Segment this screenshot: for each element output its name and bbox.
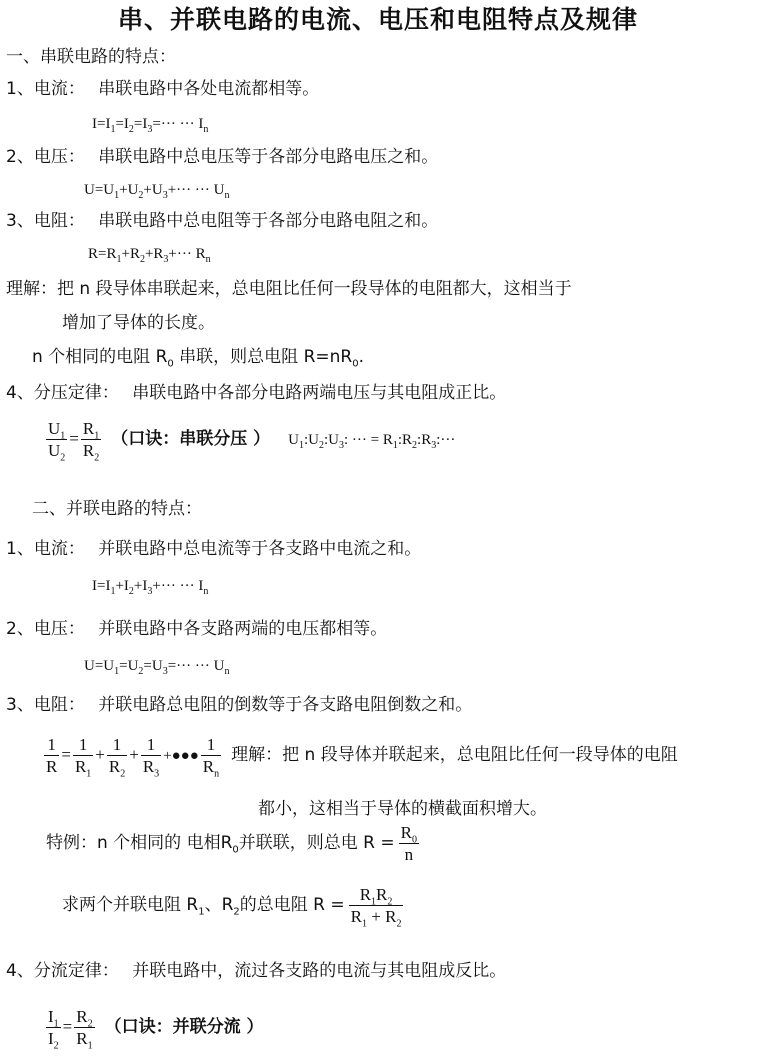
special-case-fraction: $\frac{R_0}{n}$ [400, 823, 417, 865]
parallel-understand-line2: 都小，这相当于导体的横截面积增大。 [258, 799, 547, 819]
page-title: 串、并联电路的电流、电压和电阻特点及规律 [118, 5, 639, 34]
parallel-understand-line1: 理解：把 n 段导体并联起来，总电阻比任何一段导体的电阻 [231, 745, 678, 766]
series-understand-line1: 理解：把 n 段导体串联起来，总电阻比任何一段导体的电阻都大，这相当于 [6, 279, 572, 299]
parallel-splitter-text: 并联电路中，流过各支路的电流与其电阻成反比。 [132, 961, 507, 981]
reciprocal-r2: $\frac{1}{R_2}$ [108, 735, 126, 780]
reciprocal-total: $\frac{1}{R}$ [46, 735, 58, 777]
series-current-text: 串联电路中各处电流都相等。 [98, 79, 320, 99]
current-ratio-fraction: $\frac{I_1}{I_2}$ [48, 1007, 59, 1052]
parallel-current-formula: $I=I_1+I_2+I_3+\cdot\cdot\cdot$ ··· $I_n$ [92, 578, 209, 597]
inverse-resistance-fraction: $\frac{R_2}{R_1}$ [76, 1007, 93, 1052]
reciprocal-r3: $\frac{1}{R_3}$ [142, 735, 160, 780]
parallel-current-text: 并联电路中总电流等于各支路中电流之和。 [98, 539, 422, 559]
series-divider-formula: $\frac{U_1}{U_2}$ = $\frac{R_1}{R_2}$ （口诀：串联分压 ） $U_1:U_2:U_3$: ··· = $R_1:R_2:R_3:\cdot\cdot\cdot$ [48, 419, 456, 464]
series-current-formula: $I=I_1=I_2=I_3=\cdot\cdot\cdot$ ··· $I_n$ [92, 116, 209, 135]
voltage-ratio-fraction: $\frac{U_1}{U_2}$ [48, 419, 66, 464]
series-ratio-chain: $U_1:U_2:U_3$: ··· = $R_1:R_2:R_3:\cdot\cdot\cdot$ [288, 431, 456, 451]
resistance-ratio-fraction: $\frac{R_1}{R_2}$ [82, 419, 100, 464]
series-n-same: n 个相同的电阻 $R_0$ 串联，则总电阻 $R=nR_0$. [32, 347, 365, 370]
series-mnemonic: （口诀：串联分压 ） [111, 429, 271, 450]
series-voltage-text: 串联电路中总电压等于各部分电路电压之和。 [98, 147, 439, 167]
series-heading: 一、串联电路的特点： [6, 47, 176, 67]
series-current-label: 1、电流： [6, 79, 85, 99]
reciprocal-r1: $\frac{1}{R_1}$ [74, 735, 92, 780]
series-divider-line [6, 384, 506, 403]
parallel-voltage-text: 并联电路中各支路两端的电压都相等。 [98, 619, 388, 639]
parallel-voltage-line [6, 620, 387, 639]
series-voltage-line [6, 148, 438, 167]
two-resistor-fraction: $\frac{R_1R_2}{R_1 + R_2}$ [350, 885, 402, 930]
parallel-resistance-formula: $\frac{1}{R}$ = $\frac{1}{R_1}$ + $\frac{1}{R_2}$ + $\frac{1}{R_3}$ +●●● $\frac{1}{R_n}$ 理解：把 n 段导体并联起来，总电阻比任何一段导体的电阻 [46, 735, 678, 780]
series-resistance-text: 串联电路中总电阻等于各部分电路电阻之和。 [98, 211, 439, 231]
series-voltage-label: 2、电压： [6, 147, 85, 167]
reciprocal-rn: $\frac{1}{R_n}$ [202, 735, 220, 780]
parallel-splitter-formula: $\frac{I_1}{I_2}$ = $\frac{R_2}{R_1}$ （口诀：并联分流 ） [48, 1007, 264, 1052]
series-resistance-line [6, 212, 438, 231]
parallel-voltage-label: 2、电压： [6, 619, 85, 639]
parallel-heading: 二、并联电路的特点： [32, 499, 202, 519]
series-divider-text: 串联电路中各部分电路两端电压与其电阻成正比。 [132, 383, 507, 403]
parallel-splitter-label: 4、分流定律： [6, 961, 119, 981]
parallel-resistance-line [6, 696, 472, 715]
parallel-resistance-text: 并联电路总电阻的倒数等于各支路电阻倒数之和。 [98, 695, 473, 715]
parallel-current-label: 1、电流： [6, 539, 85, 559]
series-voltage-formula: $U=U_1+U_2+U_3+\cdot\cdot\cdot$ ··· $U_n$ [84, 182, 230, 201]
parallel-special-case: 特例：n 个相同的 电相$R_0$并联联，则总电 R = $\frac{R_0}{n}$ [46, 823, 417, 865]
parallel-mnemonic: （口诀：并联分流 ） [104, 1017, 264, 1038]
parallel-two-resistors: 求两个并联电阻 $R_1$、$R_2$的总电阻 R = $\frac{R_1R_2}{R_1 + R_2}$ [62, 885, 402, 930]
series-resistance-label: 3、电阻： [6, 211, 85, 231]
parallel-current-line [6, 540, 421, 559]
series-current-line [6, 80, 319, 99]
series-divider-label: 4、分压定律： [6, 383, 119, 403]
parallel-resistance-label: 3、电阻： [6, 695, 85, 715]
series-resistance-formula: $R=R_1+R_2+R_3+\cdot\cdot\cdot R_n$ [88, 246, 211, 265]
series-understand-line2: 增加了导体的长度。 [62, 313, 215, 333]
parallel-splitter-line [6, 962, 506, 981]
parallel-voltage-formula: $U=U_1=U_2=U_3=\cdot\cdot\cdot$ ··· $U_n$ [84, 658, 230, 677]
